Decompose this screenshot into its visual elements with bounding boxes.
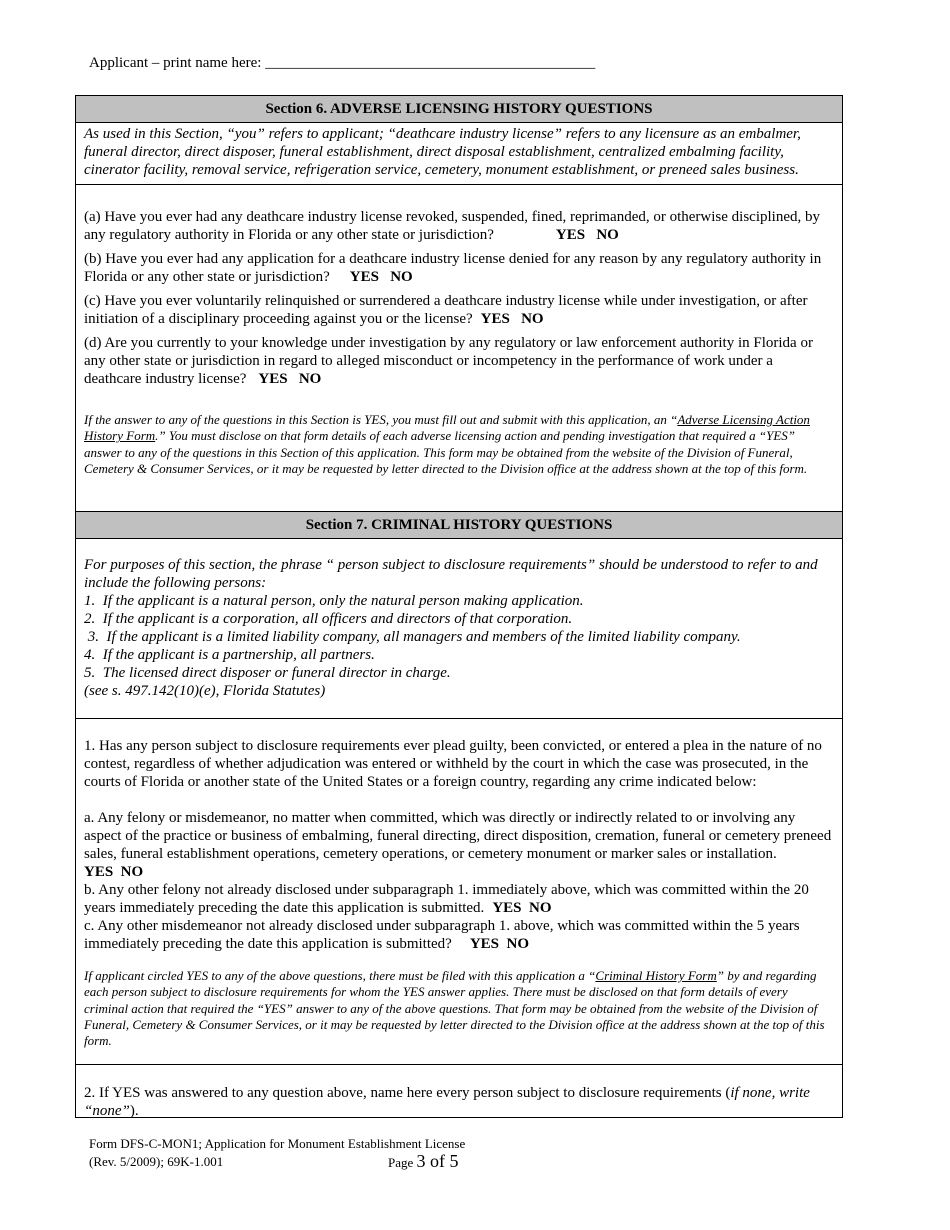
section6-intro-block bbox=[76, 123, 842, 185]
criminal-question-1a: a. Any felony or misdemeanor, no matter when committed, which was directly or indirectly related to or involving any aspect of the practice or business of embalming, funeral directing, direct disposition, cremation, funeral or cemetery preneed sales, funeral establishment operations, cemetery operations, or cemetery monument or marker sales or installation.YES NO bbox=[84, 810, 832, 880]
section6-note: If the answer to any of the questions in this Section is YES, you must fill out and submit with this application, an “Adverse Licensing Action History Form.” You must disclose on that form details of each adverse licensing action and pending investigation that required a “YES” answer to any of the questions in this Section of this application. This form may be obtained from the website of the Division of Funeral, Cemetery & Consumer Services, or it may be requested by letter directed to the Division office at the address shown at the top of this form. bbox=[84, 412, 810, 476]
section7-intro-block bbox=[76, 539, 842, 719]
section7-note: If applicant circled YES to any of the above questions, there must be filed with this application a “Criminal History Form” by and regarding each person subject to disclosure requirements for whom the YES answer applies. There must be disclosed on that form details of every criminal action that required the “YES” answer to any of the above questions. That form may be obtained from the website of the Division of Funeral, Cemetery & Consumer Services, or it may be requested by letter directed to the Division office at the address shown at the top of this form. bbox=[84, 968, 825, 1049]
applicant-name-line: Applicant – print name here: ____________________________________________ bbox=[89, 55, 596, 71]
section7-intro: For purposes of this section, the phrase “ person subject to disclosure requirements” should be understood to refer to and include the following persons: bbox=[84, 557, 818, 591]
section6-intro: As used in this Section, “you” refers to applicant; “deathcare industry license” refers to any licensure as an embalmer, funeral director, direct disposer, funeral establishment, direct disposal establishment, centralized embalming facility, cinerator facility, removal service, refrigeration service, cemetery, monument establishment, or preneed sales business. bbox=[84, 126, 801, 178]
section6-question-b: (b) Have you ever had any application for a deathcare industry license denied for any reason by any regulatory authority in Florida or any other state or jurisdiction? YES NO bbox=[84, 251, 822, 285]
section7-questions-block bbox=[76, 719, 842, 1065]
person-item-5: 5. The licensed direct disposer or funeral director in charge. bbox=[84, 665, 451, 681]
criminal-history-form-link[interactable]: Criminal History Form bbox=[595, 968, 717, 983]
yes-no-options[interactable]: YES NO bbox=[480, 311, 544, 327]
criminal-question-2: 2. If YES was answered to any question above, name here every person subject to disclosure requirements (if none, write “none”). bbox=[84, 1085, 810, 1119]
statute-reference: (see s. 497.142(10)(e), Florida Statutes) bbox=[84, 683, 326, 699]
criminal-question-1c: c. Any other misdemeanor not already disclosed under subparagraph 1. above, which was committed within the 5 years immediately preceding the date this application is submitted? YES NO bbox=[84, 918, 800, 952]
section6-question-c: (c) Have you ever voluntarily relinquished or surrendered a deathcare industry license while under investigation, or after initiation of a disciplinary proceeding against you or the license? YES NO bbox=[84, 293, 808, 327]
yes-no-options[interactable]: YES NO bbox=[84, 864, 144, 880]
criminal-question-1b: b. Any other felony not already disclosed under subparagraph 1. immediately above, which was committed within the 20 years immediately preceding the date this application is submitted. YES NO bbox=[84, 882, 809, 916]
form-revision: (Rev. 5/2009); 69K-1.001 bbox=[89, 1154, 224, 1169]
adverse-licensing-form-link[interactable]: Adverse Licensing Action History Form bbox=[84, 412, 810, 444]
section6-questions-block bbox=[76, 185, 842, 512]
yes-no-options[interactable]: YES NO bbox=[492, 900, 552, 916]
person-item-3: 3. If the applicant is a limited liability company, all managers and members of the limited liability company. bbox=[84, 629, 741, 645]
person-item-2: 2. If the applicant is a corporation, all officers and directors of that corporation. bbox=[84, 611, 573, 627]
yes-no-options[interactable]: YES NO bbox=[555, 227, 619, 243]
form-id: Form DFS-C-MON1; Application for Monument Establishment License bbox=[89, 1136, 466, 1151]
person-item-4: 4. If the applicant is a partnership, all partners. bbox=[84, 647, 375, 663]
section7-header: Section 7. CRIMINAL HISTORY QUESTIONS bbox=[76, 512, 842, 539]
yes-no-options[interactable]: YES NO bbox=[469, 936, 530, 952]
section6-question-a: (a) Have you ever had any deathcare industry license revoked, suspended, fined, reprimanded, or otherwise disciplined, by any regulatory authority in Florida or any other state or jurisdiction? YES NO bbox=[84, 209, 820, 243]
form-box bbox=[75, 95, 843, 1118]
criminal-question-1: 1. Has any person subject to disclosure requirements ever plead guilty, been convicted, or entered a plea in the nature of no contest, regardless of whether adjudication was entered or withheld by the court in which the case was prosecuted, in the courts of Florida or another state of the United States or a foreign country, regarding any crime indicated below: bbox=[84, 738, 822, 790]
page-number: Page 3 of 5 bbox=[388, 1151, 459, 1171]
person-item-1: 1. If the applicant is a natural person, only the natural person making application. bbox=[84, 593, 584, 609]
section6-question-d: (d) Are you currently to your knowledge under investigation by any regulatory or law enforcement authority in Florida or any other state or jurisdiction in regard to alleged misconduct or incompetency in the performance of work under a deathcare industry license? YES NO bbox=[84, 335, 813, 387]
yes-no-options[interactable]: YES NO bbox=[258, 371, 322, 387]
section6-header: Section 6. ADVERSE LICENSING HISTORY QUESTIONS bbox=[76, 96, 842, 123]
section7-question2-block bbox=[76, 1065, 842, 1120]
yes-no-options[interactable]: YES NO bbox=[349, 269, 413, 285]
